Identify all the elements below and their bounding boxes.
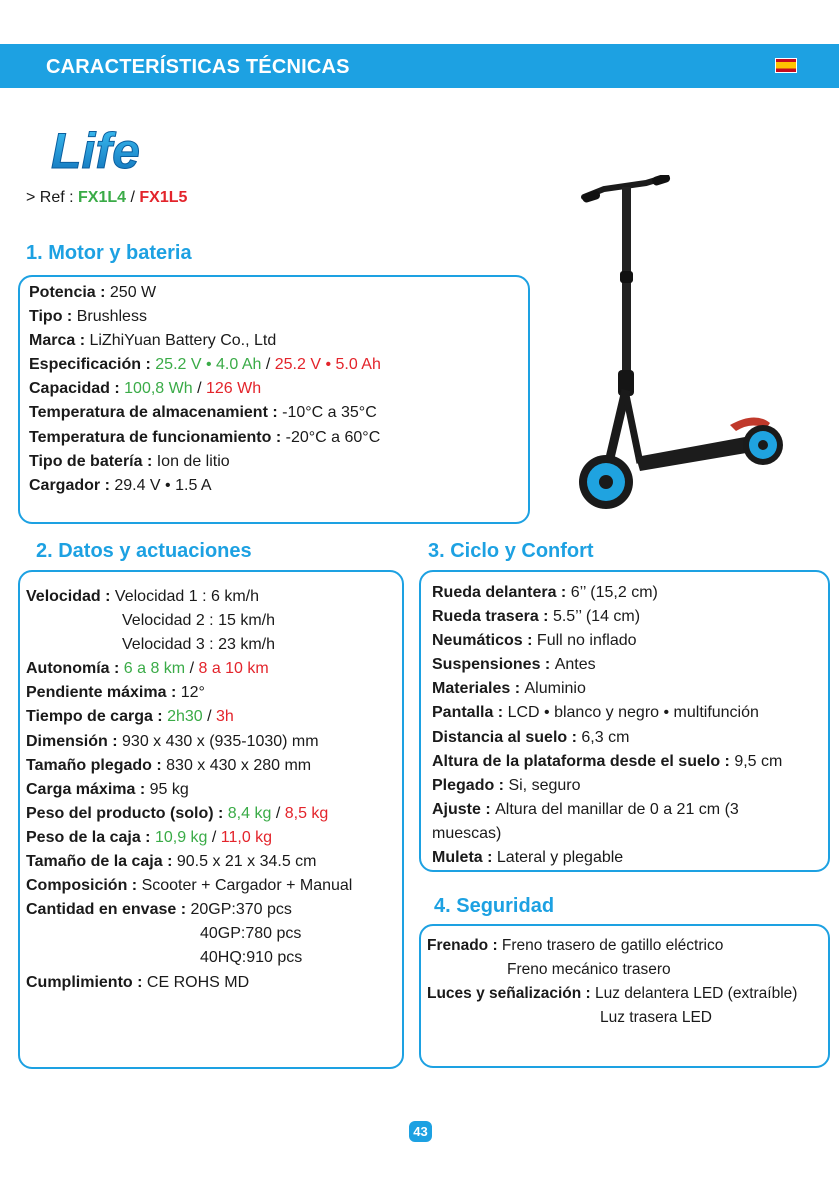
spec-label: Materiales : bbox=[432, 680, 525, 698]
spec-label: Muleta : bbox=[432, 849, 497, 867]
spec-value-green: 25.2 V • 4.0 Ah bbox=[155, 356, 262, 374]
spec-row-carga-maxima bbox=[26, 778, 352, 802]
life-logo bbox=[47, 118, 157, 178]
ciclo-specs bbox=[432, 581, 782, 870]
spec-value: LiZhiYuan Battery Co., Ltd bbox=[89, 332, 277, 350]
spec-value: 20GP:370 pcs bbox=[190, 901, 292, 919]
spec-row-rueda-delantera bbox=[432, 581, 782, 605]
spec-value: Luz delantera LED (extraíble) bbox=[594, 985, 798, 1003]
spec-label: Tiempo de carga : bbox=[26, 708, 168, 726]
spec-label: Pantalla : bbox=[432, 704, 508, 722]
motor-section-title: 1. Motor y bateria bbox=[26, 242, 192, 264]
spec-row-distancia bbox=[432, 726, 782, 750]
spec-label: Capacidad : bbox=[29, 380, 125, 398]
spec-row-peso-caja bbox=[26, 826, 352, 850]
spec-value: Velocidad 3 : 23 km/h bbox=[122, 636, 275, 654]
datos-specs bbox=[26, 585, 352, 995]
spec-value-red: 8,5 kg bbox=[284, 804, 329, 822]
spec-row-plegado-ciclo bbox=[432, 774, 782, 798]
spec-separator: / bbox=[202, 708, 217, 726]
spec-separator: / bbox=[192, 380, 206, 398]
ref-line bbox=[26, 189, 187, 207]
spec-row-ajuste bbox=[432, 798, 782, 822]
spec-label: Tipo : bbox=[29, 308, 77, 326]
spec-value: 12° bbox=[180, 684, 205, 702]
spec-row-tipo bbox=[29, 305, 381, 329]
spec-value: 40HQ:910 pcs bbox=[200, 949, 303, 967]
ciclo-section-title: 3. Ciclo y Confort bbox=[428, 540, 594, 562]
spec-label: Autonomía : bbox=[26, 660, 124, 678]
spec-separator: / bbox=[207, 828, 221, 846]
spec-separator: / bbox=[185, 660, 199, 678]
spec-row-cumplimiento bbox=[26, 971, 352, 995]
spec-row-luces bbox=[427, 982, 797, 1006]
spec-value: 250 W bbox=[109, 284, 157, 301]
spec-label: Frenado : bbox=[427, 937, 502, 954]
spec-value: 5.5’’ (14 cm) bbox=[552, 608, 641, 626]
spec-row-cantidad-3 bbox=[26, 946, 352, 970]
spec-row-cantidad bbox=[26, 898, 352, 922]
spec-value: Antes bbox=[554, 656, 596, 674]
spec-row-velocidad-2 bbox=[26, 609, 352, 633]
ref-code-red: FX1L5 bbox=[139, 189, 188, 206]
spec-label: Cargador : bbox=[29, 476, 115, 494]
spec-value: Altura del manillar de 0 a 21 cm (3 bbox=[495, 800, 739, 818]
spec-value: 90.5 x 21 x 34.5 cm bbox=[176, 853, 317, 871]
spec-label: Marca : bbox=[29, 332, 90, 350]
spec-label: Pendiente máxima : bbox=[26, 684, 181, 702]
spec-value: 6’’ (15,2 cm) bbox=[570, 584, 658, 601]
spec-value: Freno trasero de gatillo eléctrico bbox=[501, 937, 724, 954]
spec-row-velocidad-3 bbox=[26, 633, 352, 657]
spec-row-frenado-2 bbox=[427, 958, 797, 982]
spec-label: Peso del producto (solo) : bbox=[26, 804, 228, 822]
spec-value: 29.4 V • 1.5 A bbox=[114, 476, 212, 494]
spec-row-dimension bbox=[26, 730, 352, 754]
spec-value-green: 100,8 Wh bbox=[124, 380, 193, 398]
spec-value: Ion de litio bbox=[156, 452, 230, 470]
scooter-image bbox=[570, 175, 810, 520]
spec-row-altura-plataforma bbox=[432, 750, 782, 774]
spec-label: Velocidad : bbox=[26, 588, 115, 605]
spec-label: Altura de la plataforma desde el suelo : bbox=[432, 752, 735, 770]
spec-value: LCD • blanco y negro • multifunción bbox=[507, 704, 759, 722]
spec-label: Peso de la caja : bbox=[26, 828, 155, 846]
spec-row-tiempo-carga bbox=[26, 705, 352, 729]
spec-value: Scooter + Cargador + Manual bbox=[141, 877, 353, 895]
spec-label: Potencia : bbox=[29, 284, 110, 301]
logo-text: Life bbox=[51, 123, 140, 178]
spec-value: Luz trasera LED bbox=[600, 1009, 712, 1027]
spec-row-luces-2 bbox=[427, 1006, 797, 1030]
ref-separator: / bbox=[126, 189, 140, 206]
spec-label: Temperatura de funcionamiento : bbox=[29, 428, 286, 446]
seguridad-section-title: 4. Seguridad bbox=[434, 895, 555, 917]
spec-value: 40GP:780 pcs bbox=[200, 925, 302, 943]
spec-separator: / bbox=[271, 804, 285, 822]
spec-value-red: 126 Wh bbox=[205, 380, 262, 398]
spec-label: Especificación : bbox=[29, 356, 156, 374]
spec-value: -10°C a 35°C bbox=[282, 404, 377, 422]
spec-row-pendiente bbox=[26, 681, 352, 705]
spec-row-autonomia bbox=[26, 657, 352, 681]
spec-label: Tipo de batería : bbox=[29, 452, 157, 470]
motor-specs bbox=[29, 281, 381, 498]
spec-label: Tamaño de la caja : bbox=[26, 853, 177, 871]
spec-row-composicion bbox=[26, 874, 352, 898]
spec-row-suspensiones bbox=[432, 653, 782, 677]
spec-row-potencia bbox=[29, 281, 381, 305]
spec-value: CE ROHS MD bbox=[146, 973, 250, 991]
spec-value: -20°C a 60°C bbox=[285, 428, 381, 446]
spec-value-green: 10,9 kg bbox=[154, 828, 208, 846]
spec-label: Rueda delantera : bbox=[432, 584, 571, 601]
spec-value: 6,3 cm bbox=[581, 728, 630, 746]
spec-row-capacidad bbox=[29, 377, 381, 401]
spec-value-red: 25.2 V • 5.0 Ah bbox=[274, 356, 381, 374]
spec-value: Velocidad 2 : 15 km/h bbox=[122, 612, 275, 630]
spec-row-marca bbox=[29, 329, 381, 353]
spec-row-temp-almacenamiento bbox=[29, 401, 381, 425]
seguridad-specs bbox=[427, 934, 797, 1030]
spec-value: 95 kg bbox=[149, 780, 189, 798]
spec-label: Neumáticos : bbox=[432, 632, 537, 650]
page-number: 43 bbox=[409, 1121, 432, 1142]
spec-row-temp-funcionamiento bbox=[29, 426, 381, 450]
spec-row-muleta bbox=[432, 846, 782, 870]
spec-value: 9,5 cm bbox=[734, 752, 783, 770]
spec-label: Rueda trasera : bbox=[432, 608, 553, 626]
spec-row-plegado bbox=[26, 754, 352, 778]
spec-value: Lateral y plegable bbox=[496, 849, 624, 867]
spec-value: 830 x 430 x 280 mm bbox=[166, 756, 312, 774]
spec-value-red: 11,0 kg bbox=[220, 828, 273, 846]
spec-label: Cumplimiento : bbox=[26, 973, 147, 991]
spec-row-tipo-bateria bbox=[29, 450, 381, 474]
spec-row-neumaticos bbox=[432, 629, 782, 653]
spec-value: Full no inflado bbox=[536, 632, 637, 650]
spain-flag-icon bbox=[775, 58, 797, 73]
spec-row-especificacion bbox=[29, 353, 381, 377]
spec-row-cantidad-2 bbox=[26, 922, 352, 946]
spec-label: Distancia al suelo : bbox=[432, 728, 582, 746]
spec-value: Aluminio bbox=[524, 680, 586, 698]
spec-value-green: 2h30 bbox=[167, 708, 203, 726]
datos-section-title: 2. Datos y actuaciones bbox=[36, 540, 252, 562]
spec-value: muescas) bbox=[432, 824, 502, 842]
spec-value: Freno mecánico trasero bbox=[507, 961, 671, 979]
spec-value-green: 8,4 kg bbox=[227, 804, 272, 822]
spec-value: Si, seguro bbox=[508, 776, 581, 794]
spec-row-frenado bbox=[427, 934, 797, 958]
spec-row-materiales bbox=[432, 677, 782, 701]
spec-label: Plegado : bbox=[432, 776, 509, 794]
spec-value-red: 8 a 10 km bbox=[198, 660, 269, 678]
spec-value: Brushless bbox=[76, 308, 147, 326]
spec-value: Velocidad 1 : 6 km/h bbox=[114, 588, 260, 605]
spec-label: Cantidad en envase : bbox=[26, 901, 191, 919]
spec-label: Ajuste : bbox=[432, 800, 496, 818]
spec-value: 930 x 430 x (935-1030) mm bbox=[122, 732, 319, 750]
spec-separator: / bbox=[261, 356, 275, 374]
spec-row-tamano-caja bbox=[26, 850, 352, 874]
ref-code-green: FX1L4 bbox=[78, 189, 127, 206]
spec-row-rueda-trasera bbox=[432, 605, 782, 629]
spec-label: Carga máxima : bbox=[26, 780, 150, 798]
spec-row-ajuste-2 bbox=[432, 822, 782, 846]
spec-value-green: 6 a 8 km bbox=[123, 660, 186, 678]
spec-row-cargador bbox=[29, 474, 381, 498]
spec-label: Luces y señalización : bbox=[427, 985, 595, 1003]
spec-label: Tamaño plegado : bbox=[26, 756, 167, 774]
spec-label: Suspensiones : bbox=[432, 656, 555, 674]
spec-row-velocidad bbox=[26, 585, 352, 609]
spec-row-peso-producto bbox=[26, 802, 352, 826]
spec-label: Temperatura de almacenamient : bbox=[29, 404, 283, 422]
ref-prefix: > Ref : bbox=[26, 189, 79, 206]
spec-label: Composición : bbox=[26, 877, 142, 895]
page-title: CARACTERÍSTICAS TÉCNICAS bbox=[46, 56, 350, 78]
spec-label: Dimensión : bbox=[26, 732, 123, 750]
spec-row-pantalla bbox=[432, 701, 782, 725]
spec-value-red: 3h bbox=[216, 708, 234, 726]
